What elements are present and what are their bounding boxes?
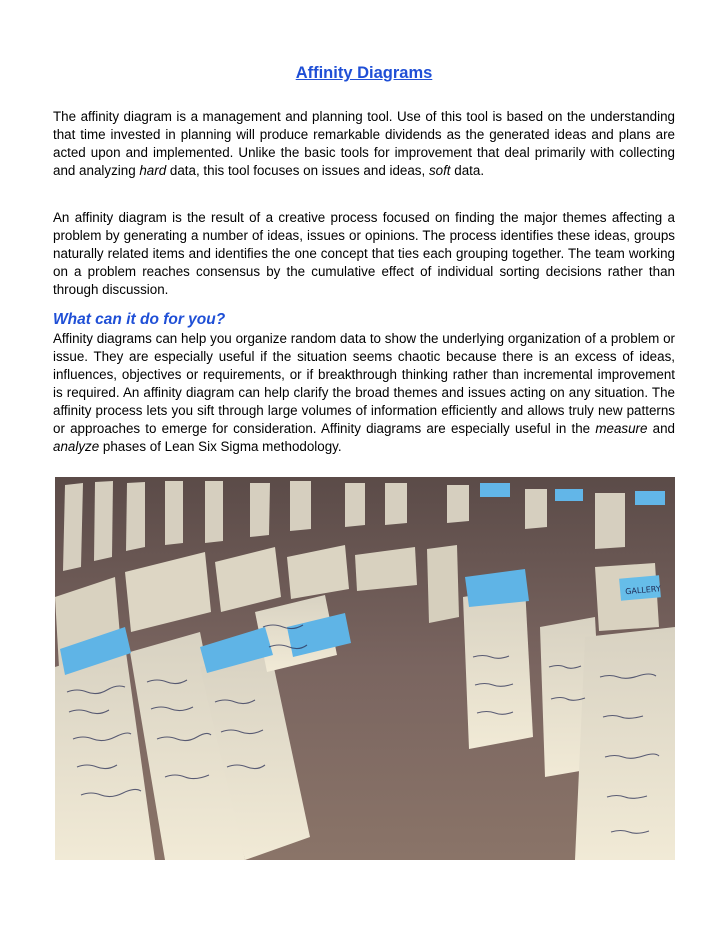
gallery-sticky-note bbox=[619, 575, 661, 600]
gallery-note-label: GALLERY bbox=[624, 584, 662, 597]
definition-paragraph: An affinity diagram is the result of a creative process focused on finding the major themes affecting a problem by generating a number of ideas, issues or opinions. The process identifies these ideas, groups naturally related items and identifies the one concept that ties each grouping together. The team working on a problem reaches consensus by the cumulative effect of individual sorting decisions rather than through discussion. bbox=[53, 210, 675, 297]
section-heading: What can it do for you? bbox=[53, 311, 226, 328]
photo-illustration bbox=[55, 477, 675, 860]
intro-text-a: The affinity diagram is a management and planning tool. Use of this tool is based on the understanding that time invested in planning will produce remarkable dividends as the generated ideas and plans are acted upon and implemented. Unlike the basic tools for improvement that deal primarily with collecting and analyzing bbox=[53, 109, 675, 178]
intro-emphasis-soft: soft bbox=[428, 163, 451, 178]
intro-text-c: data. bbox=[450, 163, 485, 178]
intro-emphasis-hard: hard bbox=[139, 163, 167, 178]
affinity-wall-photo bbox=[55, 477, 675, 860]
benefits-paragraph bbox=[53, 330, 675, 456]
benefits-emphasis-analyze: analyze bbox=[53, 439, 100, 454]
intro-paragraph bbox=[53, 108, 675, 180]
intro-text-b: data, this tool focuses on issues and ideas, bbox=[166, 163, 429, 178]
benefits-emphasis-measure: measure bbox=[595, 421, 648, 436]
benefits-text-c: phases of Lean Six Sigma methodology. bbox=[99, 439, 342, 454]
benefits-text-a: Affinity diagrams can help you organize random data to show the underlying organization of a problem or issue. They are especially useful if the situation seems chaotic because there is an excess of ideas, influences, objectives or requirements, or if breakthrough thinking rather than incremental improvement is required. An affinity diagram can help clarify the broad themes and issues acting on any situation. The affinity process lets you sift through large volumes of information efficiently and allows truly new patterns or approaches to emerge for consideration. Affinity diagrams are especially useful in the bbox=[53, 331, 675, 436]
benefits-text-b: and bbox=[647, 421, 676, 436]
page-title: Affinity Diagrams bbox=[295, 64, 433, 82]
